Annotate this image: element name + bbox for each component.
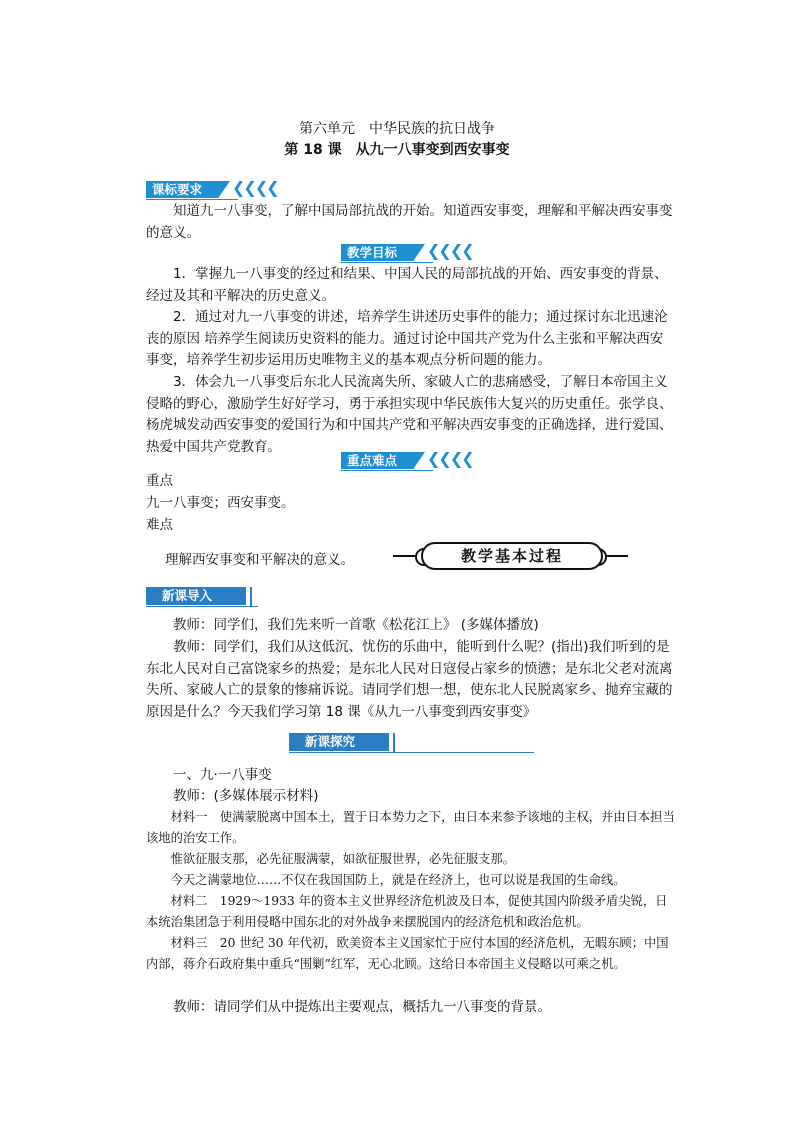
unit-title: 第六单元 中华民族的抗日战争: [299, 121, 495, 137]
chevrons-left-icon: ❮❮❮❮: [427, 241, 473, 260]
focus-label: 重点: [146, 473, 173, 489]
banner-title: 教学基本过程: [421, 542, 603, 570]
difficulty-text: 理解西安事变和平解决的意义。: [165, 552, 354, 568]
intro-paragraph-1: 教师：同学们，我们先来听一首歌《松花江上》 (多媒体播放): [173, 617, 539, 633]
section-curriculum: [146, 178, 296, 201]
section-objectives: [341, 241, 491, 264]
section-underline: [341, 262, 433, 263]
label-tail: [399, 452, 425, 469]
objective-2: 2．通过对九一八事变的讲述，培养学生讲述历史事件的能力；通过探讨东北迅速沦丧的原因 培养学生阅读历史资料的能力。通过讨论中国共产党为什么主张和平解决西安事变，培养学生初步运用历史唯物主义的基本观点分析问题的能力。: [146, 309, 668, 368]
section-bar: [250, 587, 252, 607]
curriculum-text: 知道九一八事变，了解中国局部抗战的开始。知道西安事变，理解和平解决西安事变的意义。: [146, 203, 673, 241]
material-2: 材料二 1929～1933 年的资本主义世界经济危机波及日本，促使其国内阶级矛盾尖锐，日本统治集团急于利用侵略中国东北的对外战争来摆脱国内的经济危机和政治危机。: [146, 894, 668, 929]
section-underline: [146, 606, 258, 607]
material-1: 材料一 使满蒙脱离中国本土，置于日本势力之下，由日本来参予该地的主权，并由日本担当该地的治安工作。: [146, 810, 675, 845]
label-tail: [399, 244, 425, 261]
section-key-points: [341, 449, 491, 472]
chevrons-left-icon: ❮❮❮❮: [232, 178, 278, 197]
section-label: 课标要求: [146, 181, 208, 198]
material-1b: 惟欲征服支那，必先征服满蒙，如欲征服世界，必先征服支那。: [170, 852, 515, 866]
chevrons-left-icon: ❮❮❮❮: [427, 449, 473, 468]
material-1c: 今天之满蒙地位……不仅在我国国防上，就是在经济上，也可以说是我国的生命线。: [170, 873, 626, 887]
section-label: 新课导入: [146, 587, 246, 605]
process-banner: [393, 540, 628, 570]
explore-heading: 一、九·一八事变: [173, 767, 272, 783]
intro-paragraph-2: 教师：同学们，我们从这低沉、忧伤的乐曲中，能听到什么呢？(指出)我们听到的是东北人民对自己富饶家乡的热爱；是东北人民对日寇侵占家乡的愤懑；是东北父老对流离失所、家破人亡的景象的惨痛诉说。请同学们想一想，使东北人民脱离家乡、抛弃宝藏的原因是什么？今天我们学习第 18 课《从九一八事变到西安事变》: [146, 639, 673, 720]
explore-teacher-2: 教师：请同学们从中提炼出主要观点，概括九一八事变的背景。: [173, 999, 551, 1015]
section-underline: [146, 199, 238, 200]
explore-teacher-1: 教师：(多媒体展示材料): [173, 788, 319, 804]
section-label: 教学目标: [341, 244, 403, 261]
section-bar: [393, 733, 395, 753]
section-underline: [289, 752, 534, 753]
label-tail: [204, 181, 230, 198]
material-3: 材料三 20 世纪 30 年代初，欧美资本主义国家忙于应付本国的经济危机，无暇东顾；中国内部，蒋介石政府集中重兵“围剿”红军，无心北顾。这给日本帝国主义侵略以可乘之机。: [146, 936, 669, 971]
lesson-title: 第 18 课 从九一八事变到西安事变: [284, 142, 510, 158]
difficulty-label: 难点: [146, 517, 173, 533]
section-intro: [146, 587, 258, 607]
section-label: 新课探究: [289, 733, 389, 751]
section-label: 重点难点: [341, 452, 403, 469]
objective-3: 3．体会九一八事变后东北人民流离失所、家破人亡的悲痛感受，了解日本帝国主义侵略的野心，激励学生好好学习，勇于承担实现中华民族伟大复兴的历史重任。张学良、杨虎城发动西安事变的爱国行为和中国共产党和平解决西安事变的正确选择，进行爱国、热爱中国共产党教育。: [146, 374, 673, 455]
objective-1: 1．掌握九一八事变的经过和结果、中国人民的局部抗战的开始、西安事变的背景、经过及其和平解决的历史意义。: [146, 266, 668, 304]
section-explore: [289, 733, 534, 753]
focus-text: 九一八事变；西安事变。: [146, 495, 295, 511]
